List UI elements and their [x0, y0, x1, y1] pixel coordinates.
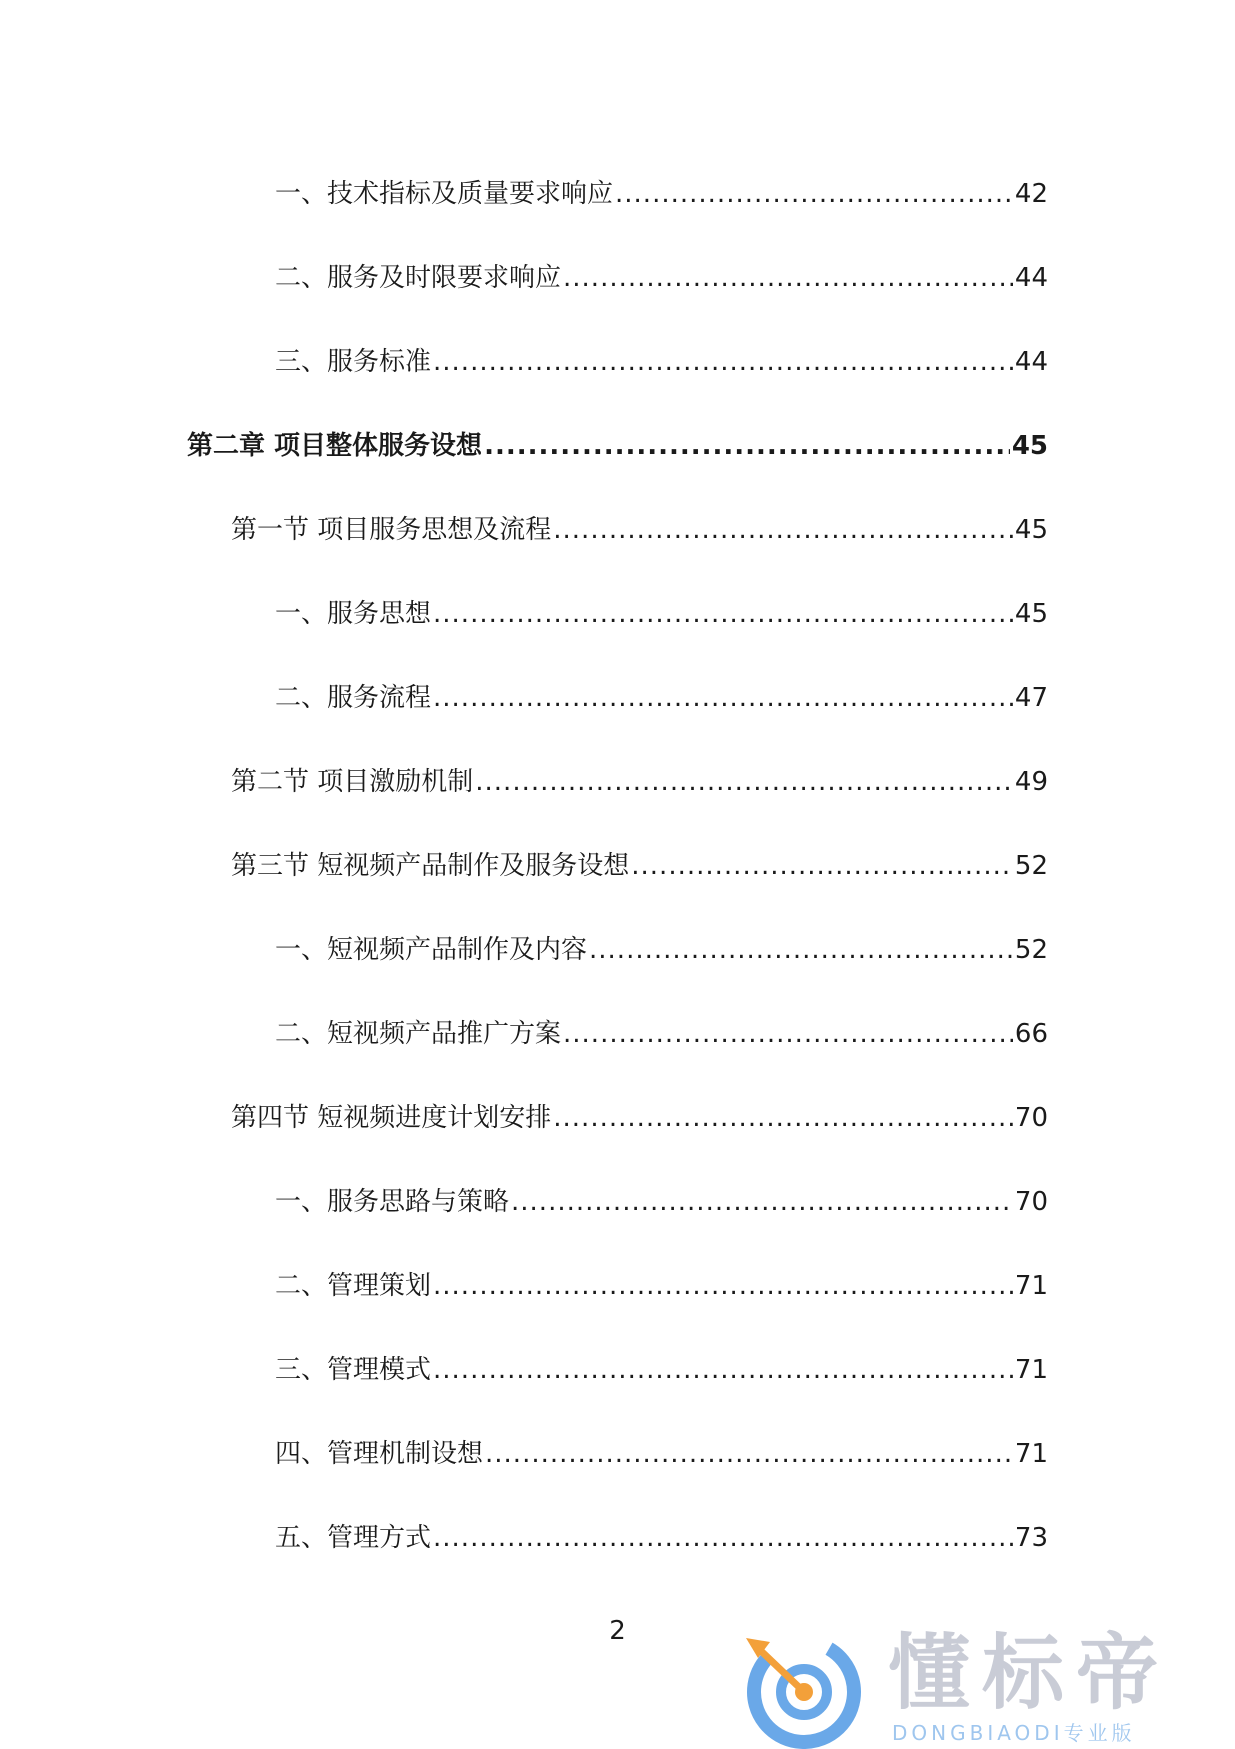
- toc-dot-leader: [631, 849, 1013, 883]
- toc-entry-page: 47: [1014, 683, 1048, 713]
- toc-dot-leader: [563, 261, 1013, 295]
- toc-dot-leader: [433, 1353, 1013, 1387]
- toc-entry[interactable]: [275, 591, 1048, 631]
- toc-entry-page: 52: [1014, 851, 1048, 881]
- toc-dot-leader: [475, 765, 1013, 799]
- toc-entry-page: 52: [1014, 935, 1048, 965]
- target-arrow-logo-icon: [740, 1628, 864, 1749]
- page-number: 2: [609, 1616, 626, 1646]
- toc-entry-title: 第二节 项目激励机制: [231, 767, 474, 797]
- toc-entry[interactable]: [275, 1431, 1048, 1471]
- toc-dot-leader: [433, 345, 1013, 379]
- toc-entry-title: 二、服务及时限要求响应: [275, 263, 562, 293]
- toc-entry-title: 三、服务标准: [275, 347, 432, 377]
- toc-entry-title: 第一节 项目服务思想及流程: [231, 515, 552, 545]
- toc-dot-leader: [484, 429, 1010, 463]
- toc-section-entry[interactable]: [231, 1095, 1048, 1135]
- toc-entry-title: 一、技术指标及质量要求响应: [275, 179, 614, 209]
- toc-section-entry[interactable]: [231, 843, 1048, 883]
- toc-entry[interactable]: [275, 1011, 1048, 1051]
- toc-dot-leader: [433, 1521, 1013, 1555]
- watermark-subtitle: DONGBIAODI专业版: [892, 1721, 1136, 1745]
- toc-section-entry[interactable]: [231, 759, 1048, 799]
- toc-entry[interactable]: [275, 339, 1048, 379]
- toc-dot-leader: [485, 1437, 1013, 1471]
- toc-entry-page: 42: [1014, 179, 1048, 209]
- toc-entry[interactable]: [275, 1263, 1048, 1303]
- toc-entry-page: 71: [1014, 1271, 1048, 1301]
- toc-dot-leader: [615, 177, 1013, 211]
- toc-entry-page: 44: [1014, 263, 1048, 293]
- toc-entry-page: 70: [1014, 1103, 1048, 1133]
- toc-entry-title: 二、短视频产品推广方案: [275, 1019, 562, 1049]
- toc-entry-title: 二、管理策划: [275, 1271, 432, 1301]
- toc-entry[interactable]: [275, 927, 1048, 967]
- toc-entry-title: 第三节 短视频产品制作及服务设想: [231, 851, 630, 881]
- toc-entry-page: 70: [1014, 1187, 1048, 1217]
- toc-dot-leader: [589, 933, 1013, 967]
- watermark: [740, 1628, 1235, 1749]
- toc-entry-page: 45: [1014, 599, 1048, 629]
- watermark-title: 懂标帝: [888, 1626, 1171, 1721]
- toc-entry-page: 71: [1014, 1439, 1048, 1469]
- toc-entry-title: 一、短视频产品制作及内容: [275, 935, 588, 965]
- toc-entry[interactable]: [275, 171, 1048, 211]
- toc-entry-page: 45: [1011, 431, 1048, 461]
- toc-entry-title: 一、服务思想: [275, 599, 432, 629]
- toc-entry[interactable]: [275, 1179, 1048, 1219]
- toc-entry-title: 三、管理模式: [275, 1355, 432, 1385]
- toc-entry[interactable]: [275, 1347, 1048, 1387]
- toc-entry-title: 第四节 短视频进度计划安排: [231, 1103, 552, 1133]
- toc-dot-leader: [553, 513, 1013, 547]
- toc-dot-leader: [553, 1101, 1013, 1135]
- toc-dot-leader: [433, 1269, 1013, 1303]
- toc-dot-leader: [433, 597, 1013, 631]
- toc-section-entry[interactable]: [231, 507, 1048, 547]
- toc-entry-page: 44: [1014, 347, 1048, 377]
- toc-entry-title: 二、服务流程: [275, 683, 432, 713]
- toc-entry-title: 五、管理方式: [275, 1523, 432, 1553]
- toc-dot-leader: [563, 1017, 1013, 1051]
- toc-dot-leader: [433, 681, 1013, 715]
- toc-entry-title: 一、服务思路与策略: [275, 1187, 510, 1217]
- toc-entry[interactable]: [275, 255, 1048, 295]
- toc-entry-page: 66: [1014, 1019, 1048, 1049]
- toc-chapter-entry[interactable]: [187, 423, 1048, 463]
- toc-entry[interactable]: [275, 1515, 1048, 1555]
- toc-entry[interactable]: [275, 675, 1048, 715]
- toc-entry-page: 45: [1014, 515, 1048, 545]
- toc-entry-title: 第二章 项目整体服务设想: [187, 431, 483, 461]
- toc-entry-title: 四、管理机制设想: [275, 1439, 484, 1469]
- toc-dot-leader: [511, 1185, 1013, 1219]
- toc-entry-page: 73: [1014, 1523, 1048, 1553]
- toc-entry-page: 71: [1014, 1355, 1048, 1385]
- toc-entry-page: 49: [1014, 767, 1048, 797]
